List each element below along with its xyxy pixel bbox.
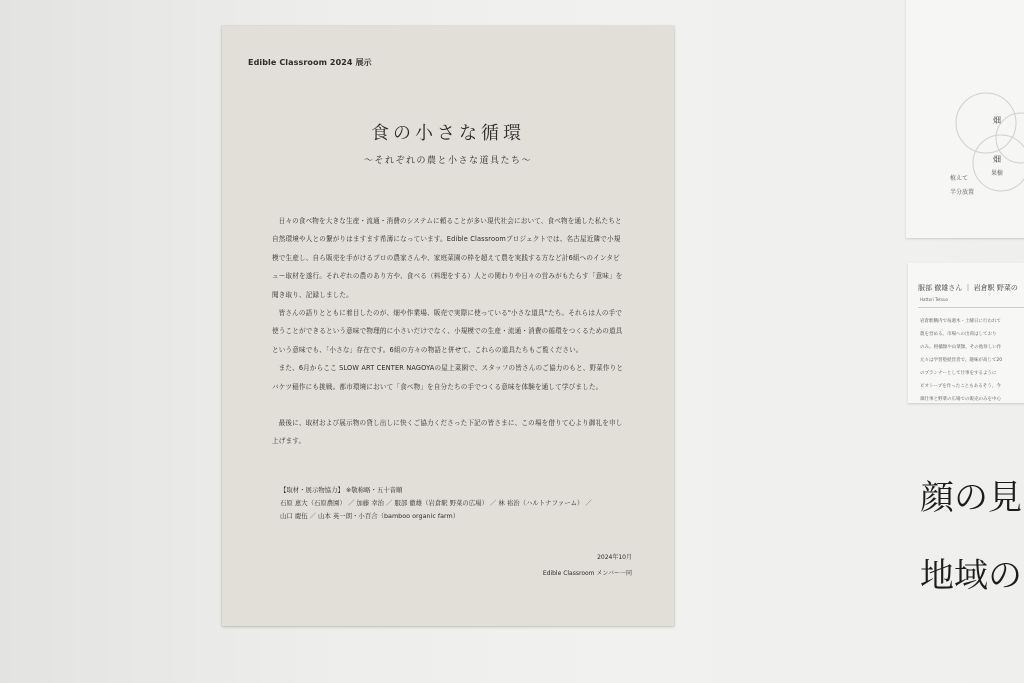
poster-subtitle: ～それぞれの農と小さな道具たち～ xyxy=(363,156,532,166)
profile-romaji: Hattori Tetsuo xyxy=(920,297,948,302)
profile-text xyxy=(920,315,1024,406)
poster-signature: Edible Classroom メンバー一同 xyxy=(542,570,632,577)
side-card-diagram xyxy=(906,0,1024,238)
side-card-profile xyxy=(908,263,1024,403)
venn-label: 半分放置 xyxy=(950,189,975,196)
credits xyxy=(280,484,620,523)
venn-circle xyxy=(956,93,1016,153)
profile-line: 畑仕事と野菜の広場での販売のみを中心 xyxy=(920,397,1001,402)
profile-line: 岩倉駅構内で毎週木・土曜日に行われて xyxy=(920,319,1001,324)
wall-text-line: 地域の xyxy=(920,556,1022,596)
credits-line: 石原 恵大（石原農園） ／ 加藤 幸治 ／ 服部 徹雄（岩倉駅 野菜の広場） ／ 林 裕治（ハルトナファーム） ／ xyxy=(280,499,592,507)
poster-body xyxy=(272,212,626,451)
body-paragraph: 日々の食べ物を大きな生産・流通・消費のシステムに頼ることが多い現代社会において、食べ物を通した私たちと自然環境や人との繋がりはますます希薄になっています。Edible Classroomプロジェクトでは、名古屋近隣で小規模で生産し、自ら販売を手がけるプロの農家さんや、家庭菜園の枠を超えて農を実践する方など計6組へのインタビュー取材を遂行。それぞれの農のあり方や、食べる（料理をする）人との関わりや日々の営みがもたらす「意味」を聞き取り、記録しました。 xyxy=(272,217,623,299)
credits-line: 【取材・展示物協力】 ※敬称略・五十音順 xyxy=(280,486,403,494)
poster xyxy=(222,26,674,626)
divider xyxy=(918,307,1024,308)
poster-date: 2024年10月 xyxy=(597,554,632,561)
profile-line: 元々は学習塾経営者で、趣味が高じて20 xyxy=(920,358,1003,363)
profile-line: のプランナーとして仕事をするように xyxy=(920,371,997,376)
profile-line: のみ。柑橘類や山菜類、その他珍しい作 xyxy=(920,345,1002,350)
signoff xyxy=(543,550,632,582)
venn-label: 植えて xyxy=(950,175,969,182)
profile-line: 農を営める。市場への出荷はしており xyxy=(920,332,997,337)
profile-line: ビオトープを作ったこともあるそう。今 xyxy=(920,384,1001,389)
body-paragraph: また、6月からここ SLOW ART CENTER NAGOYAの屋上菜園で、スタッフの皆さんのご協力のもと、野菜作りとバケツ稲作にも挑戦。都市環境において「食べ物」を自分たちの手でつくる意味を体験を通して学びました。 xyxy=(272,364,624,391)
poster-title: 食の小さな循環 xyxy=(371,123,525,144)
poster-header-label: Edible Classroom 2024 展示 xyxy=(248,58,372,67)
venn-label: 畑 xyxy=(993,116,1001,125)
venn-label: 果樹 xyxy=(991,170,1004,177)
body-paragraph: 皆さんの語りとともに着目したのが、畑や作業場、販売で実際に使っている"小さな道具"たち。それらは人の手で使うことができるという意味で物理的に小さいだけでなく、小規模での生産・流通・消費の循環をつくるための道具という意味でも、「小さな」存在です。6組の方々の物語と併せて、これらの道具たちもご覧ください。 xyxy=(272,309,623,354)
body-paragraph: 最後に、取材および展示物の貸し出しに快くご協力くださった下記の皆さまに、この場を借りて心より御礼を申し上げます。 xyxy=(272,419,623,446)
wall-text-line: 顔の見 xyxy=(920,478,1022,518)
credits-line: 山口 慶伍 ／ 山本 英一朗・小百合（bamboo organic farm） xyxy=(280,512,460,520)
venn-label: 畑 xyxy=(993,155,1001,164)
venn-diagram xyxy=(906,0,1024,238)
profile-name: 服部 徹雄さん ｜ 岩倉駅 野菜の xyxy=(918,284,1018,292)
